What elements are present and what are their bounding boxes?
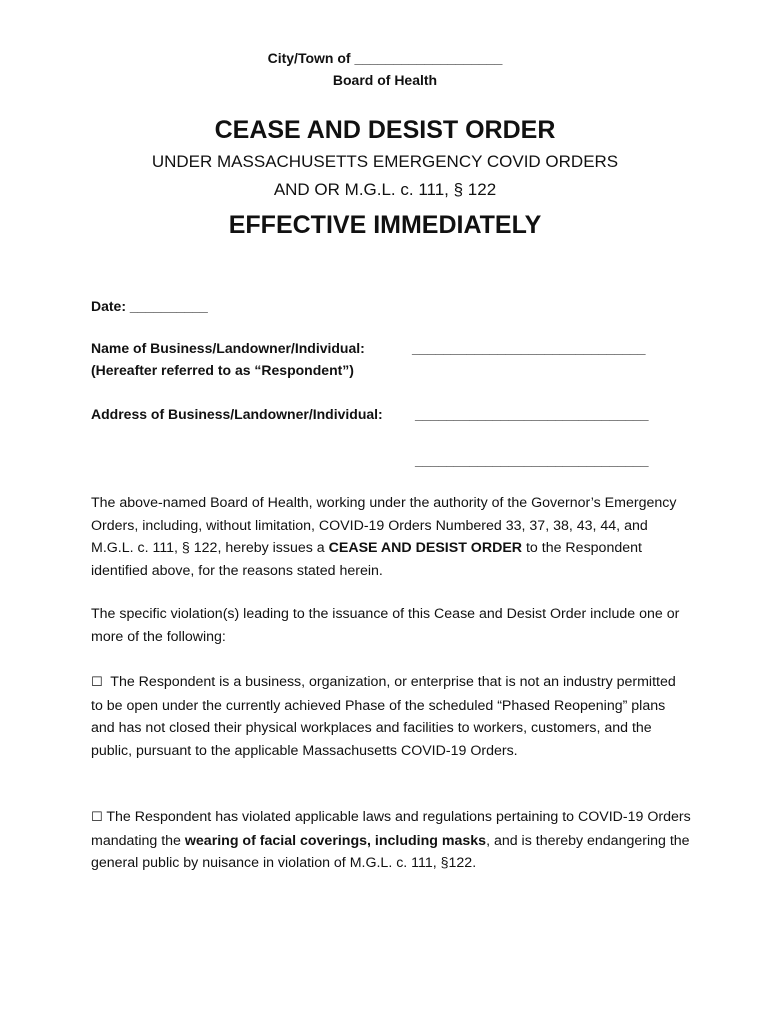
address-blank-2: ______________________________ [415,452,649,468]
checkbox-icon[interactable]: ☐ [91,675,103,690]
violation-text-1: The Respondent is a business, organization, or enterprise that is not an industry permitted to be open under the currently achieved Phase of the scheduled “Phased Reopening” plans and has not closed their physical workplaces and facilities to workers, customers, and the public, pursuant to the applicable Massachusetts COVID-19 Orders. [91,674,676,759]
respondent-note: (Hereafter referred to as “Respondent”) [91,362,354,378]
address-label: Address of Business/Landowner/Individual: [91,406,383,422]
intro-text-2: to the Respondent identified above, for the reasons stated herein. [91,540,642,579]
violation-text-2-bold: wearing of facial coverings, including masks [184,832,487,849]
order-subtitle-1: UNDER MASSACHUSETTS EMERGENCY COVID ORDERS [151,152,619,171]
violation-item-1 [91,671,691,762]
intro-text-1: The above-named Board of Health, working under the authority of the Governor’s Emergency Orders, including, without limitation, COVID-19 Orders Numbered 33, 37, 38, 43, 44, and M.G.L. c. 111, § 122, hereby issues a [91,495,677,556]
violation-text-2b: , and is thereby endangering the general public by nuisance in violation of M.G.L. c. 111, §122. [91,832,690,871]
violation-item-2 [91,806,691,875]
name-label: Name of Business/Landowner/Individual: [91,340,365,356]
town-line: City/Town of ___________________ [267,50,503,66]
name-blank: ______________________________ [412,340,646,356]
violation-text-2a: The Respondent has violated applicable laws and regulations pertaining to COVID-19 Orders mandating the [91,809,691,849]
intro-paragraph [91,492,691,582]
violations-intro: The specific violation(s) leading to the issuance of this Cease and Desist Order include one or more of the following: [91,606,680,645]
order-subtitle-2: AND OR M.G.L. c. 111, § 122 [273,180,497,199]
checkbox-icon[interactable]: ☐ [91,810,103,825]
intro-bold: CEASE AND DESIST ORDER [328,540,523,556]
address-blank-1: ______________________________ [415,406,649,422]
order-title: CEASE AND DESIST ORDER [214,116,556,144]
date-field: Date: __________ [91,298,208,314]
effective-heading: EFFECTIVE IMMEDIATELY [228,211,542,239]
board-of-health: Board of Health [332,72,438,88]
